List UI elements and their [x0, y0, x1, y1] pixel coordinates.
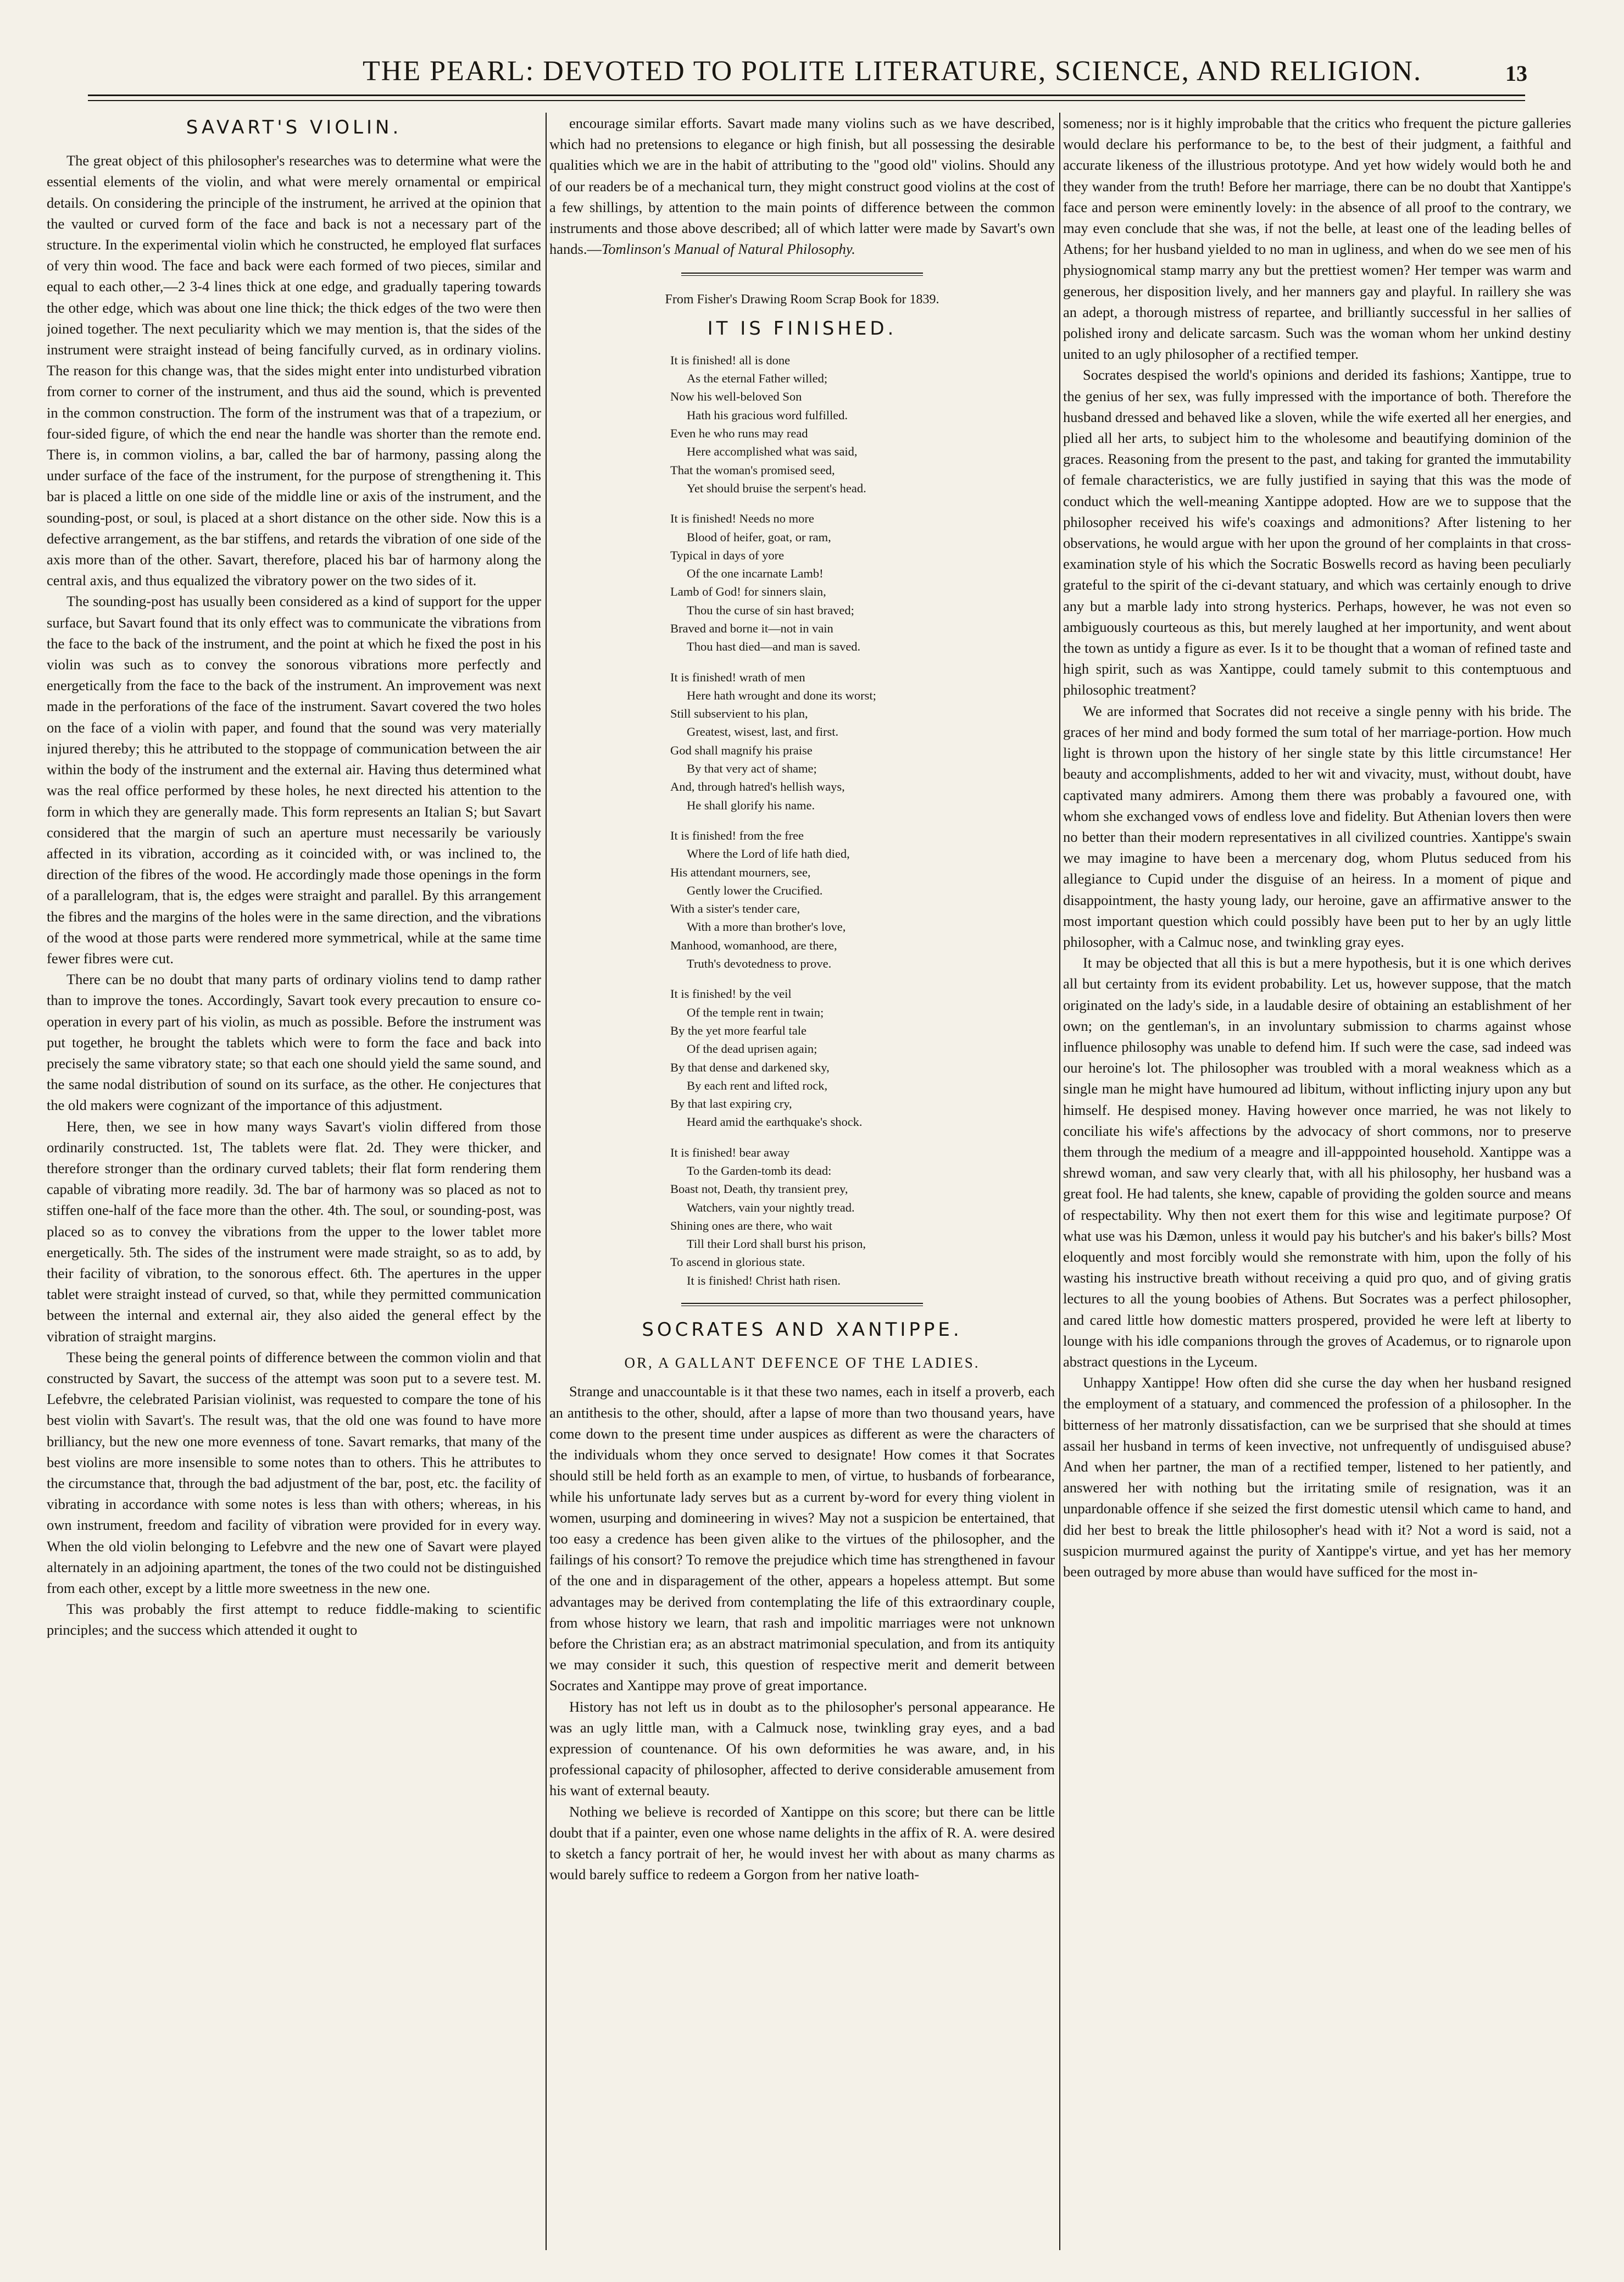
poem-line: Braved and borne it—not in vain — [670, 621, 833, 635]
poem-line: By that very act of shame; — [687, 762, 817, 776]
poem-line: Here hath wrought and done its worst; — [687, 688, 876, 702]
masthead — [0, 55, 1624, 99]
column-left — [47, 113, 541, 2250]
poem-line: Where the Lord of life hath died, — [687, 847, 850, 861]
paragraph-text: encourage similar efforts. Savart made many violins such as we have described, which had no pretensions to elegance or high finish, but all possessing the desirable qualities which we are in the habit of attributing to the "good old" violins. Should any of our readers be of a mechanical turn, they might construct good violins at the cost of a few shillings, by attention to the main points of difference between the common instruments and those above described; all of which latter were made by Savart's own hands.— — [549, 115, 1055, 258]
poem-line: Still subservient to his plan, — [670, 707, 808, 721]
poem-line: Heard amid the earthquake's shock. — [687, 1115, 863, 1129]
poem-stanza — [670, 985, 1055, 1131]
poem-line: That the woman's promised seed, — [670, 463, 835, 477]
poem-stanza — [670, 668, 1055, 814]
poem-line: Till their Lord shall burst his prison, — [687, 1237, 866, 1251]
paragraph: someness; nor is it highly improbable that the critics who frequent the picture galleries would declare his performance to be, to the best of their judgment, a faithful and accurate likeness of the illustrious prototype. And yet how widely would both he and they wander from the truth! Before her marriage, there can be no doubt that Xantippe's face and person were eminently lovely: in the absence of all proof to the contrary, we may even conclude that she was, if not the belle, at least one of the leading belles of Athens; for her husband yielded to no man in ugliness, and when do we see men of his physiognomical stamp marry any but the prettiest women? Her temper was warm and generous, her disposition lively, and her manners gay and playful. In raillery she was an adept, a thorough mistress of repartee, and brilliantly successful in her sallies of polished irony and delicate sarcasm. Such was the woman whom her unkind destiny united to an ugly philosopher of a rectified temper. — [1063, 115, 1571, 363]
poem-line: God shall magnify his praise — [670, 743, 813, 757]
paragraph: The sounding-post has usually been considered as a kind of support for the upper surface, but Savart found that its only effect was to communicate the vibrations from the face to the back of the instrument, and the point at which he fixed the post in his violin was such as to convey the sonorous vibrations more perfectly and energetically from the face to the back of the instrument. An improvement was next made in the perforations of the face of the instrument. Savart covered the two holes on the face of a violin with paper, and found that the sound was very materially injured thereby; this he attributed to the stoppage of communication between the air within the body of the instrument and the external air. Having thus determined what was the real office performed by these holes, he next directed his attention to the form in which they are generally made. This form represents an Italian S; but Savart considered that the margin of such an aperture must necessarily be variously affected in its vibration, according as it coincided with, or was inclined to, the direction of the fibres of the wood. He accordingly made those openings in the form of a parallelogram, that is, the edges were straight and parallel. By this arrangement the fibres and the margins of the holes were in the same direction, and the vibrations of the wood at those parts were rendered more symmetrical, while at the same time fewer fibres were cut. — [47, 593, 541, 967]
poem-line: Thou the curse of sin hast braved; — [687, 603, 854, 617]
paragraph: Here, then, we see in how many ways Savart's violin differed from those ordinarily constructed. 1st, The tablets were flat. 2d. They were thicker, and therefore stronger than the ordinary curved tablets; their flat form rendering them capable of vibrating more readily. 3d. The bar of harmony was so placed as not to stiffen one-half of the face more than the other. 4th. The soul, or sounding-post, was placed so as to convey the vibrations from the upper to the lower tablet more energetically. 5th. The sides of the instrument were made straight, so as to add, by their facility of vibration, to the sonorous effect. 6th. The apertures in the upper tablet were straight instead of curved, so that, while they permitted communication between the internal and external air, they also aided the general effect by the vibration of straight margins. — [47, 1118, 541, 1345]
poem-stanza — [670, 826, 1055, 973]
paragraph: These being the general points of difference between the common violin and that constructed by Savart, the success of the attempt was soon put to a severe test. M. Lefebvre, the celebrated Parisian violinist, was requested to compare the tone of his best violin with Savart's. The result was, that the old one was found to have more brilliancy, but the new one more evenness of tone. Savart remarks, that many of the best violins are more insensible to some notes than to others. This he attributes to the circumstance that, through the bad adjustment of the bar, post, etc. the facility of vibrating in accordance with some notes is less than with others; whereas, in his own instrument, freedom and facility of vibration were provided for in every way. When the old violin belonging to Lefebvre and the new one of Savart were played alternately in an adjoining apartment, the tones of the two could not be distinguished from each other, except by a little more sweetness in the new one. — [47, 1348, 541, 1597]
article-title-socrates: SOCRATES AND XANTIPPE. — [642, 1319, 963, 1341]
poem-line: Of the dead uprisen again; — [687, 1042, 817, 1056]
divider — [681, 1303, 923, 1306]
masthead-title: THE PEARL: DEVOTED TO POLITE LITERATURE, SCIENCE, AND RELIGION. — [363, 55, 1422, 87]
poem-line: To the Garden-tomb its dead: — [687, 1164, 832, 1178]
poem-line: By each rent and lifted rock, — [687, 1078, 828, 1092]
divider — [681, 273, 923, 276]
poem-line: Manhood, womanhood, are there, — [670, 938, 837, 952]
paragraph: The great object of this philosopher's researches was to determine what were the essential elements of the violin, and what were merely ornamental or empirical details. On considering the principle of the instrument, he arrived at the opinion that the vaulted or curved form of the face and back is not a necessary part of the structure. In the experimental violin which he constructed, he employed flat surfaces of very thin wood. The face and back were each formed of two pieces, similar and equal to each other,—2 3-4 lines thick at one edge, and gradually tapering towards the other edge, which was about one line thick; the thick edges of the two were then joined together. The next peculiarity which we may mention is, that the sides of the instrument were straight instead of being fancifully curved, as in ordinary violins. The reason for this change was, that the sides might enter into undisturbed vibration from corner to corner of the instrument, and thus aid the sound, which is prevented in the common construction. The form of the instrument was that of a trapezium, or four-sided figure, of which the end near the handle was shorter than the remote end. There is, in common violins, a bar, called the bar of harmony, passing along the under surface of the face of the instrument, for the purpose of strengthening it. This bar is placed a little on one side of the middle line or axis of the instrument, and the sounding-post, or soul, is placed at a short distance on the other side. Now this is a defective arrangement, as the bar stiffens, and retards the vibration of one side of the axis more than of the other. Savart, therefore, placed his bar of harmony along the central axis, and thus equalized the vibratory power on the two sides of it. — [47, 152, 541, 589]
poem-line: And, through hatred's hellish ways, — [670, 780, 845, 794]
poem-line: Now his well-beloved Son — [670, 390, 802, 404]
paragraph: Unhappy Xantippe! How often did she curse the day when her husband resigned the employment of a statuary, and commenced the profession of a philosopher. In the bitterness of her matronly dissatisfaction, can we be surprised that she should at times assail her husband in terms of keen invective, not unfrequently of undisguised abuse? And when her partner, the man of a rectified temper, listened to her patiently, and answered her with nothing but the irritating smile of resignation, was it an unpardonable offence if she seized the first domestic utensil which came to hand, and did her best to break the little philosopher's head with it? Not a word is said, not a suspicion murmured against the purity of Xantippe's virtue, and yet has her memory been outraged by more abuse than would have sufficed for the most in- — [1063, 1374, 1571, 1580]
paragraph: We are informed that Socrates did not receive a single penny with his bride. The graces of her mind and body formed the sum total of her marriage-portion. How much light is thrown upon the history of her single state by this little circumstance! Her beauty and accomplishments, added to her wit and vivacity, must, without doubt, have captivated many admirers. Among them there was probably a favoured one, with whom she exchanged vows of endless love and fidelity. But Athenian lovers then were no better than their modern representatives in all civilized countries. Xantippe's swain we may imagine to have been a mercenary dog, whom Plutus seduced from his allegiance to Cupid under the disguise of an heiress. In a moment of pique and disappointment, the hasty young lady, our heroine, gave an affirmative answer to the most important question which could possibly have been put to her by an ugly little philosopher, with a Calmuc nose, and twinkling gray eyes. — [1063, 702, 1571, 950]
poem-line: Of the temple rent in twain; — [687, 1005, 824, 1019]
poem-line: Shining ones are there, who wait — [670, 1218, 832, 1232]
poem-line: Yet should bruise the serpent's head. — [687, 481, 866, 495]
poem-stanza — [670, 351, 1055, 497]
poem-line: It is finished! by the veil — [670, 987, 792, 1001]
column-middle — [549, 113, 1055, 2250]
source-credit: Tomlinson's Manual of Natural Philosophy. — [601, 241, 855, 258]
poem-line: He shall glorify his name. — [687, 798, 815, 812]
poem-line: To ascend in glorious state. — [670, 1255, 805, 1269]
page-number: 13 — [1505, 61, 1527, 86]
article-subtitle: OR, A GALLANT DEFENCE OF THE LADIES. — [624, 1354, 980, 1372]
paragraph: There can be no doubt that many parts of ordinary violins tend to damp rather than to improve the tones. Accordingly, Savart took every precaution to ensure co-operation in every part of his violin, as much as possible. Before the instrument was put together, he brought the tablets which were to form the face and back into precisely the same vibratory state; so that each one should yield the same sound, and the same nodal distribution of sound on its surface, as the other. He conjectures that the old makers were cognizant of the importance of this adjustment. — [47, 971, 541, 1114]
paragraph: History has not left us in doubt as to the philosopher's personal appearance. He was an ugly little man, with a Calmuck nose, twinkling gray eyes, and a bad expression of countenance. Of his own deformities he was aware, and, in his professional capacity of philosopher, affected to derive considerable amusement from his want of external beauty. — [549, 1698, 1055, 1799]
poem-line: Greatest, wisest, last, and first. — [687, 725, 839, 739]
poem-line: It is finished! Needs no more — [670, 512, 814, 526]
poem-line: Watchers, vain your nightly tread. — [687, 1200, 855, 1214]
poem-line: It is finished! Christ hath risen. — [687, 1273, 841, 1287]
column-rule — [1059, 113, 1060, 2250]
poem-line: Even he who runs may read — [670, 426, 808, 441]
poem-line: Blood of heifer, goat, or ram, — [687, 530, 831, 544]
paragraph: It may be objected that all this is but a mere hypothesis, but it is one which derives all but certainty from its evident probability. Let us, however suppose, that the match originated on the lady's side, in a laudable desire of obtaining an establishment of her own; on the gentleman's, in an involuntary submission to charms against whose influence philosophy was unable to defend him. If such were the case, sad indeed was our heroine's lot. The philosopher was troubled with a moral weakness which as a single man he might have humoured ad libitum, without inflicting injury upon any but himself. He despised money. Having however once married, he was not likely to conciliate his wife's affections by the advocacy of short commons, nor to preserve them through the medium of a meagre and ill-apppointed household. Xantippe was a shrewd woman, and saw very clearly that, with all his philosophy, her husband was a great fool. He had talents, she knew, capable of providing the golden source and means of respectability. Why then not exert them for this wise and legitimate purpose? Of what use was his Dæmon, unless it would pay his butcher's and his baker's bills? Most eloquently and most forcibly would she remonstrate with him, upon the folly of his wasting his instructive breath without receiving a quid pro quo, and of giving gratis lectures to all the young boobies of Athens. But Socrates was a perfect philosopher, and cared little how domestic matters prospered, provided he were left at liberty to lounge with his idle companions through the groves of Academus, or to rignarole upon abstract questions in the Lyceum. — [1063, 954, 1571, 1370]
paragraph: Socrates despised the world's opinions and derided its fashions; Xantippe, true to the genius of her sex, was fully impressed with the importance of both. Therefore the husband dressed and behaved like a sloven, while the wife exerted all her energies, and plied all her arts, to subject him to the wholesome and beautifying dominion of the graces. Reasoning from the present to the past, and taking for granted the immutability of female characteristics, we are fully justified in saying that this was the mode of conduct which the well-meaning Xantippe adopted. How are we to suppose that the philosopher received his wife's coaxings and admonitions? After listening to her observations, he would argue with her upon the ground of her complaints in that cross-examination style of his which the Socratic Boswells record as having been peculiarly grateful to the spirit of the ci-devant statuary, and which was certainly enough to drive any but a marble lady into strong hysterics. Perhaps, however, he was not even so ambiguously courteous as this, but merely laughed at her importunity, and went about the town as untidy a figure as ever. Is it to be thought that a woman of refined taste and high spirit, such as was Xantippe, could tamely submit to this contemptuous and philosophic treatment? — [1063, 367, 1571, 698]
paragraph — [549, 113, 1055, 259]
poem-line: Lamb of God! for sinners slain, — [670, 585, 826, 599]
poem-line: Here accomplished what was said, — [687, 445, 858, 459]
article-title-savart: SAVART'S VIOLIN. — [186, 116, 402, 138]
poem-line: Boast not, Death, thy transient prey, — [670, 1182, 848, 1196]
header-rule — [88, 95, 1525, 101]
poem-stanza — [670, 1143, 1055, 1290]
poem-line: Hath his gracious word fulfilled. — [687, 408, 848, 422]
paragraph: Strange and unaccountable is it that these two names, each in itself a proverb, each an antithesis to the other, should, after a lapse of more than two thousand years, have come down to the present time under auspices as different as were the characters of the individuals whom they once served to designate! How comes it that Socrates should still be held forth as an example to men, of virtue, to husbands of forbearance, while his unfortunate lady serves but as a current by-word for every thing violent in women, usurping and domineering in wives? May not a suspicion be entertained, that too easy a credence has been given alike to the virtues of the philosopher, and the failings of his consort? To remove the prejudice which time has strengthened in favour of the one and in disparagement of the other, appears a hopeless attempt. But some advantages may be derived from contemplating the life of this extraordinary couple, from whose history we learn, that rash and impolitic marriages were not unknown before the Christian era; as an abstract matrimonial speculation, and from its antiquity we may consider it such, this question of respective merit and demerit between Socrates and Xantippe may prove of great importance. — [549, 1383, 1055, 1694]
poem-line: By that last expiring cry, — [670, 1097, 792, 1111]
paragraph: This was probably the first attempt to reduce fiddle-making to scientific principles; and the success which attended it ought to — [47, 1601, 541, 1639]
poem-line: By the yet more fearful tale — [670, 1023, 807, 1037]
poem — [670, 351, 1055, 1290]
poem-line: His attendant mourners, see, — [670, 865, 811, 879]
poem-title: IT IS FINISHED. — [707, 317, 897, 340]
poem-line: Thou hast died—and man is saved. — [687, 640, 861, 654]
poem-line: By that dense and darkened sky, — [670, 1060, 830, 1074]
poem-line: Of the one incarnate Lamb! — [687, 567, 824, 581]
poem-line: Truth's devotedness to prove. — [687, 957, 832, 971]
poem-line: With a sister's tender care, — [670, 902, 800, 916]
poem-line: It is finished! all is done — [670, 353, 791, 367]
column-rule — [546, 113, 547, 2250]
poem-line: Gently lower the Crucified. — [687, 883, 823, 897]
poem-line: It is finished! from the free — [670, 828, 804, 842]
poem-line: Typical in days of yore — [670, 548, 785, 562]
poem-source: From Fisher's Drawing Room Scrap Book for 1839. — [665, 292, 939, 307]
column-right — [1063, 113, 1571, 2250]
poem-line: As the eternal Father willed; — [687, 371, 828, 386]
poem-line: With a more than brother's love, — [687, 920, 846, 934]
poem-line: It is finished! bear away — [670, 1145, 790, 1159]
paragraph: Nothing we believe is recorded of Xantippe on this score; but there can be little doubt that if a painter, even one whose name delights in the affix of R. A. were desired to sketch a fancy portrait of her, he would invest her with about as many charms as would barely suffice to redeem a Gorgon from her native loath- — [549, 1803, 1055, 1883]
poem-line: It is finished! wrath of men — [670, 670, 805, 684]
poem-stanza — [670, 509, 1055, 656]
